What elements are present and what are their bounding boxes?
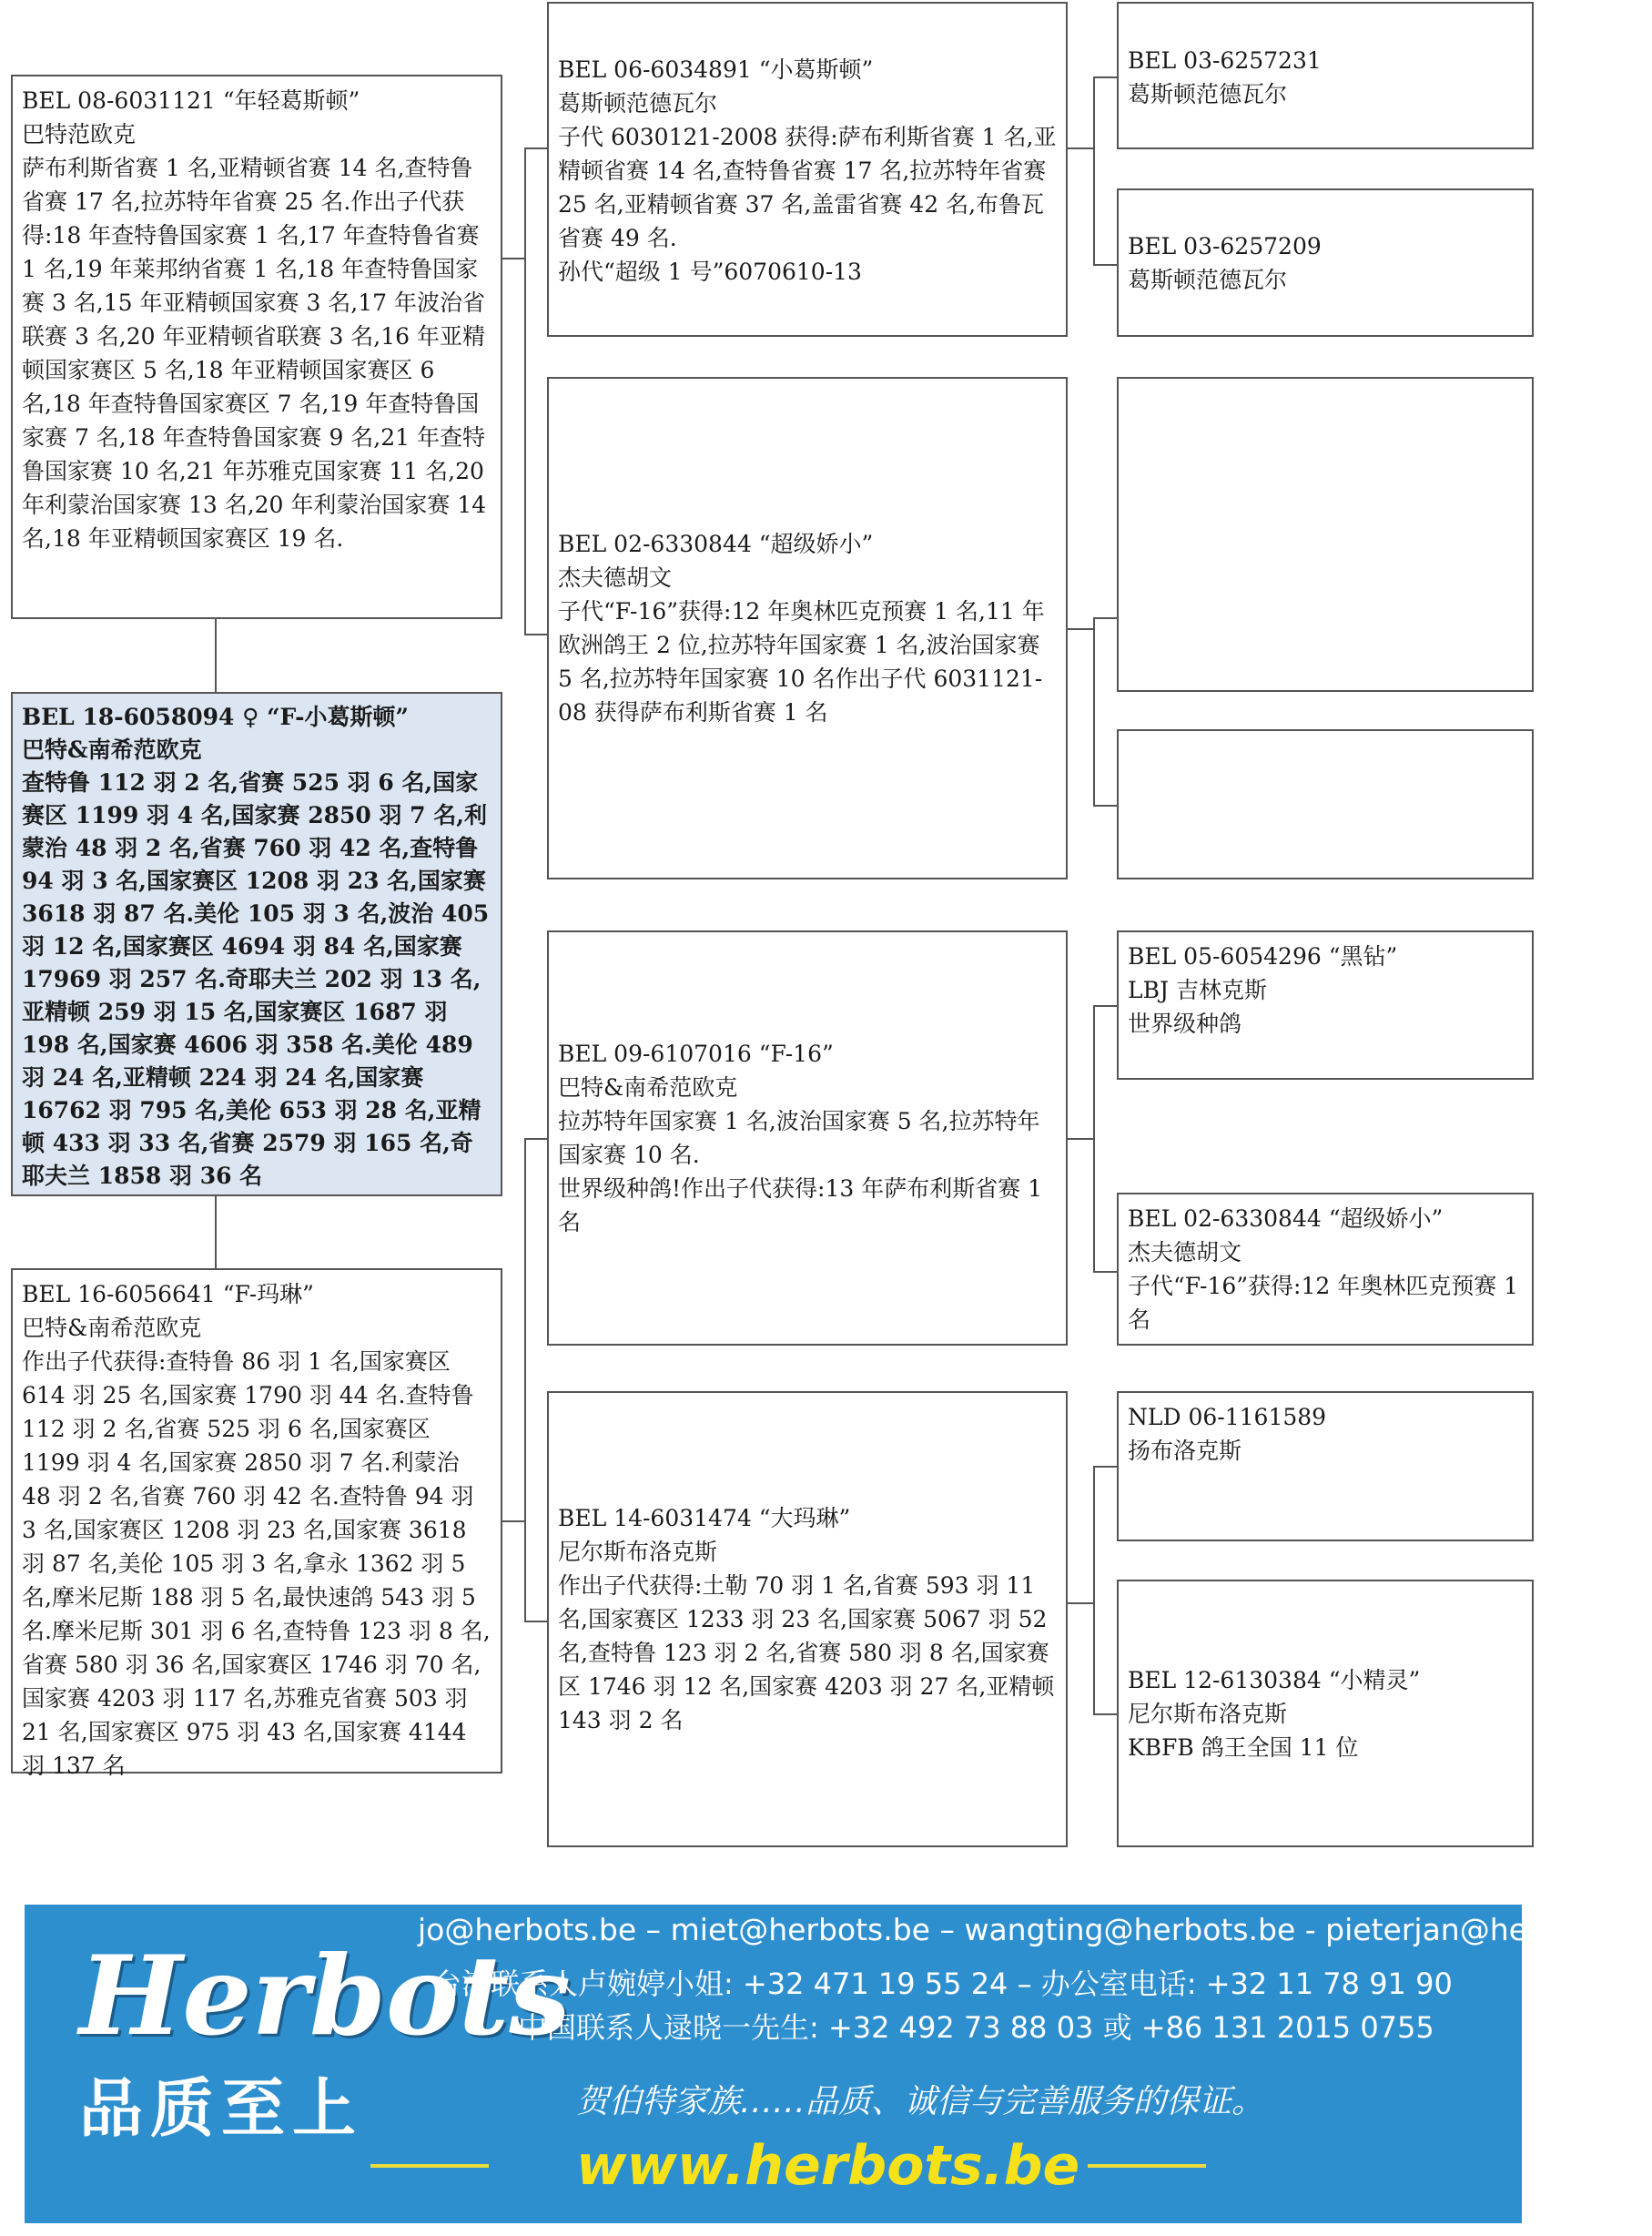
subject-card — [11, 692, 502, 1196]
ggp0-header: BEL 03-6257231 — [1128, 47, 1322, 74]
gp3-header: BEL 14-6031474 “大玛琳” — [558, 1505, 851, 1531]
website-link[interactable]: www.herbots.be — [576, 2134, 1080, 2198]
ggp-6-card — [1117, 1193, 1534, 1346]
subject-header: BEL 18-6058094 ♀ “F-小葛斯顿” — [22, 704, 409, 730]
email-list[interactable]: jo@herbots.be – miet@herbots.be – wangting@herbots.be - pieterjan@herbots.be — [418, 1912, 1652, 1947]
ggp4-header: BEL 05-6054296 “黑钻” — [1128, 943, 1398, 970]
dam-details: 作出子代获得:查特鲁 86 羽 1 名,国家赛区 614 羽 25 名,国家赛 1790 羽 44 名.查特鲁 112 羽 2 名,省赛 525 羽 6 名,国家赛区 1199 羽 4 名,国家赛 2850 羽 7 名.利蒙治 48 羽 2 名,省赛 760 羽 42 名.查特鲁 94 羽 3 名,国家赛区 1208 羽 23 名,国家赛 3618 羽 87 名,美伦 105 羽 3 名,拿永 1362 羽 5 名,摩米尼斯 188 羽 5 名,最快速鸽 543 羽 5 名.摩米尼斯 301 羽 6 名,查特鲁 123 羽 8 名,省赛 580 羽 36 名,国家赛区 1746 羽 70 名,国家赛 4203 羽 117 名,苏雅克省赛 503 羽 21 名,国家赛区 975 羽 43 名,国家赛 4144 羽 137 名 — [22, 1348, 491, 1779]
connector-dam-out — [502, 1520, 524, 1522]
dam-owner: 巴特&南希范欧克 — [22, 1315, 202, 1341]
connector-gp3-bracket — [1093, 1466, 1095, 1713]
ggp-1-card — [1117, 2, 1534, 149]
ggp7-details: KBFB 鸽王全国 11 位 — [1128, 1733, 1359, 1761]
ggp-5-card — [1117, 930, 1534, 1080]
grandsire-paternal-card — [547, 2, 1068, 337]
ggp7-owner: 尼尔斯布洛克斯 — [1128, 1700, 1288, 1727]
connector-gp0-bottom — [1093, 264, 1117, 266]
connector-gp3-out — [1068, 1602, 1093, 1604]
connector-gp2-out — [1068, 1138, 1093, 1140]
taiwan-contact: 台湾联系人卢婉婷小姐: +32 471 19 55 24 – 办公室电话: +32 11 78 91 90 — [432, 1967, 1453, 2001]
dam-header: BEL 16-6056641 “F-玛琳” — [22, 1281, 314, 1307]
ggp7-header: BEL 12-6130384 “小精灵” — [1128, 1666, 1421, 1693]
connector-gp2-top — [1093, 1005, 1117, 1007]
connector-gp2-bottom — [1093, 1271, 1117, 1273]
gp1-details: 子代“F-16”获得:12 年奥林匹克预赛 1 名,11 年欧洲鸽王 2 位,拉苏特年国家赛 1 名,波治国家赛 5 名,拉苏特年国家赛 10 名作出子代 6031121-08 获得萨布利斯省赛 1 名 — [558, 598, 1045, 726]
ggp5-details: 子代“F-16”获得:12 年奥林匹克预赛 1 名 — [1128, 1273, 1519, 1333]
connector-gp1-bracket — [1093, 617, 1095, 805]
subject-owner: 巴特&南希范欧克 — [22, 737, 202, 763]
connector-sire-bottom — [524, 634, 547, 635]
connector-gp0-out — [1068, 147, 1093, 149]
gp2-extra: 世界级种鸽!作出子代获得:13 年萨布利斯省赛 1 名 — [558, 1175, 1043, 1235]
gp0-extra: 孙代“超级 1 号”6070610-13 — [558, 259, 862, 285]
gp2-details: 拉苏特年国家赛 1 名,波治国家赛 5 名,拉苏特年国家赛 10 名. — [558, 1108, 1040, 1168]
contact-banner — [25, 1905, 1652, 2223]
ggp-4-card — [1117, 729, 1534, 879]
ggp0-owner: 葛斯顿范德瓦尔 — [1128, 81, 1288, 107]
connector-gp0-bracket — [1093, 76, 1095, 264]
gp0-owner: 葛斯顿范德瓦尔 — [558, 90, 718, 117]
ggp1-owner: 葛斯顿范德瓦尔 — [1128, 266, 1288, 293]
gp1-header: BEL 02-6330844 “超级娇小” — [558, 531, 874, 557]
gp2-owner: 巴特&南希范欧克 — [558, 1074, 738, 1101]
gp0-header: BEL 06-6034891 “小葛斯顿” — [558, 56, 874, 83]
connector-dam-top — [524, 1138, 547, 1140]
gp3-details: 作出子代获得:土勒 70 羽 1 名,省赛 593 羽 11 名,国家赛区 1233 羽 23 名,国家赛 5067 羽 52 名,查特鲁 123 羽 2 名,省赛 580 羽 8 名,国家赛区 1746 羽 12 名,国家赛 4203 羽 27 名,亚精顿 143 羽 2 名 — [558, 1572, 1055, 1733]
granddam-maternal-card — [547, 1391, 1068, 1847]
divider-right — [1088, 2164, 1206, 2168]
connector-gp2-bracket — [1093, 1005, 1095, 1271]
connector-sire-subject — [215, 619, 217, 692]
herbots-logo: Herbots — [79, 1932, 571, 2060]
ggp6-header: NLD 06-1161589 — [1128, 1404, 1327, 1430]
ggp-8-card — [1117, 1580, 1534, 1847]
ggp1-header: BEL 03-6257209 — [1128, 232, 1322, 259]
connector-dam-bottom — [524, 1621, 547, 1622]
gp2-header: BEL 09-6107016 “F-16” — [558, 1041, 834, 1067]
gp1-owner: 杰夫德胡文 — [558, 564, 673, 591]
sire-card — [11, 75, 502, 619]
sire-header: BEL 08-6031121 “年轻葛斯顿” — [22, 87, 360, 114]
ggp-7-card — [1117, 1391, 1534, 1541]
ggp6-owner: 扬布洛克斯 — [1128, 1438, 1242, 1464]
granddam-paternal-card — [547, 377, 1068, 879]
grandsire-maternal-card — [547, 930, 1068, 1346]
connector-dam-bracket — [524, 1138, 526, 1621]
connector-gp0-top — [1093, 76, 1117, 78]
connector-sire-top — [524, 147, 547, 149]
ggp5-owner: 杰夫德胡文 — [1128, 1239, 1242, 1265]
ggp4-details: 世界级种鸽 — [1128, 1011, 1242, 1037]
divider-left — [370, 2164, 489, 2168]
ggp-3-card — [1117, 377, 1534, 692]
motto: 贺伯特家族……品质、诚信与完善服务的保证。 — [576, 2083, 1265, 2120]
sire-owner: 巴特范欧克 — [22, 121, 137, 147]
slogan: 品质至上 — [79, 2071, 363, 2146]
connector-gp1-out — [1068, 628, 1093, 630]
ggp-2-card — [1117, 188, 1534, 337]
ggp4-owner: LBJ 吉林克斯 — [1128, 977, 1267, 1003]
connector-sire-out — [502, 258, 524, 259]
connector-gp3-top — [1093, 1466, 1117, 1468]
connector-sire-bracket — [524, 147, 526, 634]
connector-subject-dam — [215, 1196, 217, 1268]
gp3-owner: 尼尔斯布洛克斯 — [558, 1539, 718, 1565]
connector-gp1-bottom — [1093, 805, 1117, 807]
dam-card — [11, 1268, 502, 1779]
connector-gp1-top — [1093, 617, 1117, 619]
china-contact: 中国联系人逯晓一先生: +32 492 73 88 03 或 +86 131 2015 0755 — [518, 2010, 1434, 2045]
subject-details: 查特鲁 112 羽 2 名,省赛 525 羽 6 名,国家赛区 1199 羽 4 名,国家赛 2850 羽 7 名,利蒙治 48 羽 2 名,省赛 760 羽 42 名,查特鲁 94 羽 3 名,国家赛区 1208 羽 23 名,国家赛 3618 羽 87 名.美伦 105 羽 3 名,波治 405 羽 12 名,国家赛区 4694 羽 84 名,国家赛 17969 羽 257 名.奇耶夫兰 202 羽 13 名,亚精顿 259 羽 15 名,国家赛区 1687 羽 198 名,国家赛 4606 羽 358 名.美伦 489 羽 24 名,亚精顿 224 羽 24 名,国家赛 16762 羽 795 名,美伦 653 羽 28 名,亚精顿 433 羽 33 名,省赛 2579 羽 165 名,奇耶夫兰 1858 羽 36 名 — [22, 769, 490, 1189]
gp0-details: 子代 6030121-2008 获得:萨布利斯省赛 1 名,亚精顿省赛 14 名,查特鲁省赛 17 名,拉苏特年省赛 25 名,亚精顿省赛 37 名,盖雷省赛 42 名,布鲁瓦省赛 49 名. — [558, 124, 1057, 251]
sire-details: 萨布利斯省赛 1 名,亚精顿省赛 14 名,查特鲁省赛 17 名,拉苏特年省赛 25 名.作出子代获得:18 年查特鲁国家赛 1 名,17 年查特鲁省赛 1 名,19 年莱邦纳省赛 1 名,18 年查特鲁国家赛 3 名,15 年亚精顿国家赛 3 名,17 年波治省联赛 3 名,20 年亚精顿省联赛 3 名,16 年亚精顿国家赛区 5 名,18 年亚精顿国家赛区 6 名,18 年查特鲁国家赛区 7 名,19 年查特鲁国家赛 7 名,18 年查特鲁国家赛 9 名,21 年查特鲁国家赛 10 名,21 年苏雅克国家赛 11 名,20 年利蒙治国家赛 13 名,20 年利蒙治国家赛 14 名,18 年亚精顿国家赛区 19 名. — [22, 155, 487, 552]
ggp5-header: BEL 02-6330844 “超级娇小” — [1128, 1205, 1444, 1232]
connector-gp3-bottom — [1093, 1713, 1117, 1715]
